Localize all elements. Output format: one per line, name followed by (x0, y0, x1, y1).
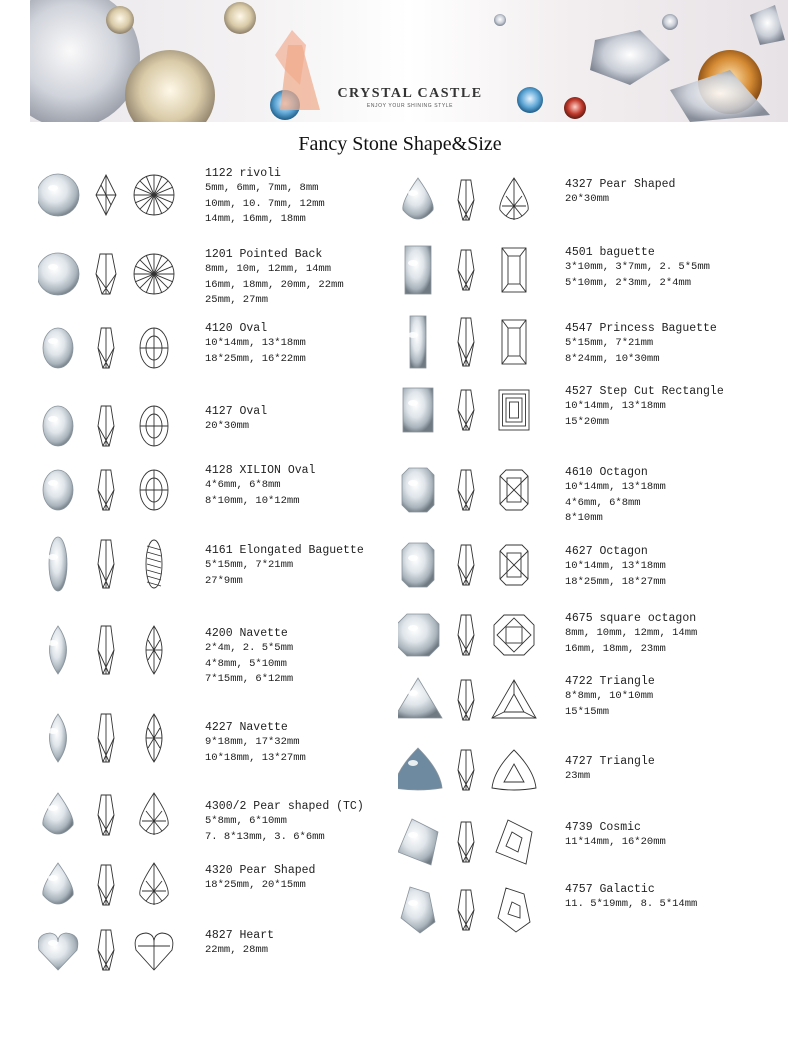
stone-info (205, 799, 364, 845)
octagon-stone-icon (398, 535, 548, 599)
stone-size-line: 18*25mm, 16*22mm (205, 352, 306, 365)
stone-size-line: 11*14mm, 16*20mm (565, 836, 666, 848)
stone-size-line: 18*25mm, 20*15mm (205, 879, 306, 891)
stone-name: 4128 XILION Oval (205, 464, 316, 477)
brand-tagline: ENJOY YOUR SHINING STYLE (366, 103, 454, 109)
baguette-stone-icon (398, 240, 548, 304)
stone-size-line: 10*14mm, 13*18mm (565, 400, 666, 412)
pear-stone-icon (38, 785, 188, 849)
stone-size-line: 10*14mm, 13*18mm (565, 560, 666, 572)
stone-size-line: 25mm, 27mm (205, 294, 269, 306)
stone-size-line: 8*8mm, 10*10mm (565, 690, 654, 702)
stone-size-line: 15*15mm (565, 705, 610, 718)
stone-name: 4627 Octagon (565, 545, 648, 558)
header-banner (30, 0, 788, 122)
stone-name: 4200 Navette (205, 627, 288, 640)
stone-size-line: 8mm, 10m, 12mm, 14mm (205, 263, 332, 275)
stone-size-line: 4*6mm, 6*8mm (565, 496, 641, 509)
stone-size-line: 5*10mm, 2*3mm, 2*4mm (565, 276, 692, 289)
stone-info (205, 247, 344, 309)
oval-xilion-stone-icon (38, 460, 188, 524)
stone-size-line: 4*6mm, 6*8mm (205, 479, 281, 491)
heart-stone-icon (38, 920, 188, 984)
stone-info (565, 674, 655, 720)
stone-name: 4161 Elongated Baguette (205, 544, 364, 557)
stone-size-line: 5*15mm, 7*21mm (205, 559, 294, 571)
stone-size-line: 16mm, 18mm, 20mm, 22mm (205, 278, 344, 291)
stone-size-line: 9*18mm, 17*32mm (205, 736, 300, 748)
stone-size-line: 15*20mm (565, 415, 610, 428)
brand-name: CRYSTAL CASTLE (337, 86, 483, 101)
stone-info (205, 863, 315, 894)
stone-info (205, 463, 315, 509)
page-title: Fancy Stone Shape&Size (298, 133, 502, 155)
stone-name: 4300/2 Pear shaped (TC) (205, 800, 364, 813)
stone-name: 4727 Triangle (565, 755, 655, 768)
stone-size-line: 27*9mm (205, 574, 243, 587)
stone-size-line: 8*24mm, 10*30mm (565, 352, 660, 365)
stone-info (205, 166, 325, 228)
stone-info (565, 820, 666, 851)
stone-size-line: 5*15mm, 7*21mm (565, 337, 654, 349)
stone-name: 4320 Pear Shaped (205, 864, 316, 877)
galactic-stone-icon (398, 880, 548, 944)
triangle-round-stone-icon (398, 740, 548, 804)
oval-stone-icon (38, 318, 188, 382)
triangle-stone-icon (398, 670, 548, 734)
stone-name: 4120 Oval (205, 322, 268, 335)
round-pointed-stone-icon (38, 244, 188, 308)
stone-name: 4722 Triangle (565, 675, 655, 688)
stone-size-line: 22mm, 28mm (205, 944, 269, 956)
stone-info (205, 543, 364, 589)
stone-info (565, 611, 697, 657)
stone-name: 4547 Princess Baguette (565, 322, 717, 335)
pear-stone-icon (398, 170, 548, 234)
stone-name: 1201 Pointed Back (205, 248, 323, 261)
brand-logo (335, 86, 485, 109)
stone-info (205, 720, 306, 766)
stone-info (565, 882, 697, 913)
stone-info (565, 177, 675, 208)
stone-info (565, 544, 666, 590)
stone-size-line: 20*30mm (205, 420, 250, 432)
stone-size-line: 8mm, 10mm, 12mm, 14mm (565, 627, 698, 639)
stone-info (565, 245, 710, 291)
stone-size-line: 5*8mm, 6*10mm (205, 815, 287, 827)
stone-name: 4757 Galactic (565, 883, 655, 896)
stone-size-line: 10*18mm, 13*27mm (205, 751, 306, 764)
stone-size-line: 8*10mm (565, 512, 603, 524)
stone-info (205, 321, 306, 367)
princess-baguette-stone-icon (398, 312, 548, 376)
stone-name: 4127 Oval (205, 405, 268, 418)
stone-size-line: 10*14mm, 13*18mm (565, 481, 666, 493)
stone-info (565, 321, 717, 367)
stone-info (205, 626, 293, 688)
stone-size-line: 23mm (565, 770, 591, 782)
square-octagon-stone-icon (398, 605, 548, 669)
stone-size-line: 4*8mm, 5*10mm (205, 657, 287, 670)
round-rivoli-stone-icon (38, 165, 188, 229)
stone-name: 4501 baguette (565, 246, 655, 259)
stone-info (565, 384, 724, 430)
stone-size-line: 3*10mm, 3*7mm, 2. 5*5mm (565, 261, 710, 273)
cosmic-stone-icon (398, 812, 548, 876)
stone-size-line: 18*25mm, 18*27mm (565, 575, 666, 588)
stone-info (205, 928, 274, 959)
elongated-stone-icon (38, 534, 188, 598)
stone-size-line: 8*10mm, 10*12mm (205, 494, 300, 507)
step-rect-stone-icon (398, 380, 548, 444)
octagon-stone-icon (398, 460, 548, 524)
stone-name: 4827 Heart (205, 929, 275, 942)
oval-stone-icon (38, 396, 188, 460)
stone-name: 4327 Pear Shaped (565, 178, 676, 191)
navette-stone-icon (38, 620, 188, 684)
stone-size-line: 2*4m, 2. 5*5mm (205, 642, 294, 654)
stone-name: 4227 Navette (205, 721, 288, 734)
stone-info (205, 404, 267, 435)
stone-size-line: 5mm, 6mm, 7mm, 8mm (205, 182, 319, 194)
stone-name: 1122 rivoli (205, 167, 281, 180)
stone-size-line: 7. 8*13mm, 3. 6*6mm (205, 830, 325, 843)
stone-name: 4675 square octagon (565, 612, 697, 625)
navette-stone-icon (38, 708, 188, 772)
stone-info (565, 465, 666, 527)
stone-size-line: 11. 5*19mm, 8. 5*14mm (565, 898, 698, 910)
stone-info (565, 754, 655, 785)
stone-size-line: 10mm, 10. 7mm, 12mm (205, 197, 325, 210)
stone-size-line: 20*30mm (565, 193, 610, 205)
stone-name: 4610 Octagon (565, 466, 648, 479)
stone-size-line: 7*15mm, 6*12mm (205, 673, 294, 685)
pear-stone-icon (38, 855, 188, 919)
stone-name: 4527 Step Cut Rectangle (565, 385, 724, 398)
stone-name: 4739 Cosmic (565, 821, 641, 834)
stone-size-line: 14mm, 16mm, 18mm (205, 213, 306, 225)
stone-size-line: 16mm, 18mm, 23mm (565, 642, 666, 655)
stone-size-line: 10*14mm, 13*18mm (205, 337, 306, 349)
